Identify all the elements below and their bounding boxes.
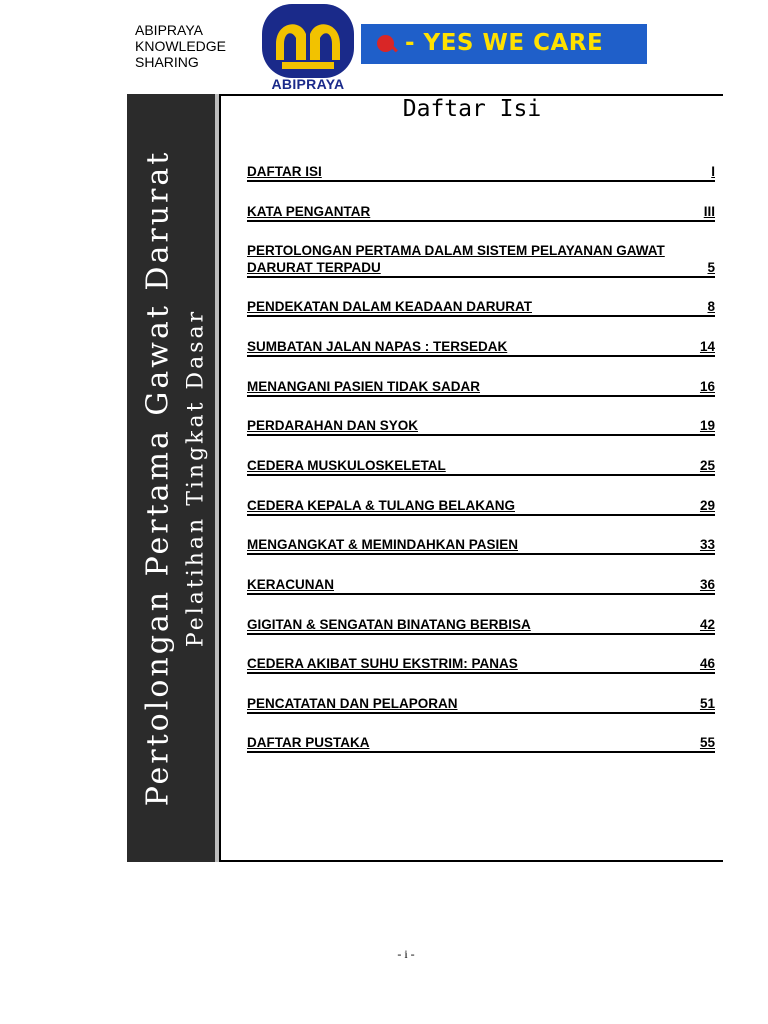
toc-entry-label: KERACUNAN [247, 577, 334, 592]
toc-entry[interactable] [247, 203, 715, 222]
toc-entry-page: 14 [699, 339, 715, 354]
toc-entry[interactable] [247, 457, 715, 476]
org-name-line: SHARING [135, 54, 199, 70]
toc-entry-page: 19 [699, 418, 715, 433]
org-name-line: KNOWLEDGE [135, 38, 227, 54]
yes-we-care-banner [361, 24, 647, 64]
toc-entry-page: 51 [699, 696, 715, 711]
toc-entry-label: DAFTAR PUSTAKA [247, 735, 370, 750]
toc-entry-label: MENANGANI PASIEN TIDAK SADAR [247, 379, 481, 394]
toc-entry-page: 8 [707, 299, 715, 314]
toc-entry-page: 33 [699, 537, 715, 552]
toc-entry-page: III [703, 204, 715, 219]
toc-entry-label: SUMBATAN JALAN NAPAS : TERSEDAK [247, 339, 508, 354]
logo-wordmark: ABIPRAYA [271, 76, 345, 92]
toc-entry[interactable] [247, 417, 715, 436]
toc-entry-page: 36 [699, 577, 715, 592]
toc-entry-page: 16 [699, 379, 715, 394]
toc-entry[interactable] [247, 576, 715, 595]
toc-heading: Daftar Isi [402, 96, 542, 122]
toc-entry[interactable] [247, 536, 715, 555]
logo-emblem-icon [262, 4, 354, 78]
spine-title: Pertolongan Pertama Gawat Darurat [140, 149, 176, 807]
toc-entry-label: PENDEKATAN DALAM KEADAAN DARURAT [247, 299, 532, 314]
toc-entry-page: I [711, 164, 715, 179]
toc-entry-label: PENCATATAN DAN PELAPORAN [247, 696, 458, 711]
toc-entry-page: 25 [699, 458, 715, 473]
toc-entry-page: 29 [699, 498, 715, 513]
banner-text: - YES WE CARE [405, 30, 604, 56]
toc-entry[interactable] [247, 497, 715, 516]
toc-entry-label: GIGITAN & SENGATAN BINATANG BERBISA [247, 617, 531, 632]
abipraya-logo [262, 4, 354, 92]
toc-entry-label: DAFTAR ISI [247, 164, 322, 179]
toc-entry-label: PERTOLONGAN PERTAMA DALAM SISTEM PELAYANAN GAWAT DARURAT TERPADU [247, 243, 665, 275]
page-number: - i - [397, 947, 415, 961]
toc-entry-page: 46 [699, 656, 715, 671]
toc-entry[interactable] [247, 163, 715, 182]
toc-entry[interactable] [247, 695, 715, 714]
spine-subtitle: Pelatihan Tingkat Dasar [183, 308, 209, 648]
toc-entry-page: 55 [699, 735, 715, 750]
toc-entry-page: 5 [707, 260, 715, 275]
toc-entry-label: CEDERA KEPALA & TULANG BELAKANG [247, 498, 515, 513]
toc-entry[interactable] [247, 338, 715, 357]
toc-entry-label: MENGANGKAT & MEMINDAHKAN PASIEN [247, 537, 518, 552]
toc-entry[interactable] [247, 616, 715, 635]
toc-entry-label: KATA PENGANTAR [247, 204, 371, 219]
toc-entry[interactable] [247, 378, 715, 397]
toc-entry[interactable] [247, 298, 715, 317]
toc-entry-label: CEDERA MUSKULOSKELETAL [247, 458, 446, 473]
org-name-line: ABIPRAYA [135, 22, 203, 38]
toc-entry[interactable] [247, 655, 715, 674]
toc-entry-label: PERDARAHAN DAN SYOK [247, 418, 419, 433]
org-name [135, 22, 226, 70]
toc-entry-page: 42 [699, 617, 715, 632]
toc-entry[interactable] [247, 242, 715, 278]
toc-entry[interactable] [247, 734, 715, 753]
spine-divider [215, 94, 221, 862]
toc-entry-label: CEDERA AKIBAT SUHU EKSTRIM: PANAS [247, 656, 518, 671]
